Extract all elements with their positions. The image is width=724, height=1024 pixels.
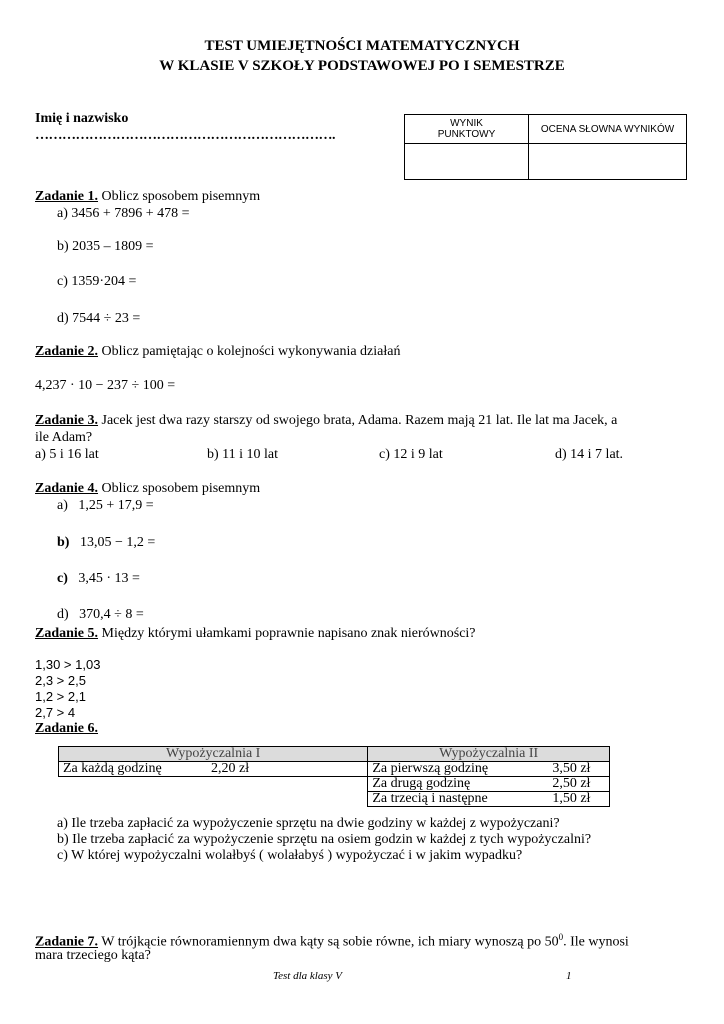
rental-left-label: Za każdą godzinę [59,762,208,777]
rental-left-price: 2,20 zł [207,762,368,777]
rental-right-label-2: Za drugą godzinę [368,777,549,792]
task1-item-b: b) 2035 – 1809 = [57,239,154,254]
task5-item-2: 2,3 > 2,5 [35,673,86,688]
page-number: 1 [566,970,572,982]
rental-empty-cell [59,777,368,792]
task3-answer-d: d) 14 i 7 lat. [555,447,624,462]
task6-question-a: a) Ile trzeba zapłacić za wypożyczenie sprzętu na dwie godziny w każdej z wypożyczani? [57,816,560,831]
task4-item-d: d) 370,4 ÷ 8 = [57,607,144,622]
rental-empty-cell [59,792,368,807]
rental-right-price-1: 3,50 zł [548,762,609,777]
task5-item-3: 1,2 > 2,1 [35,689,86,704]
name-dots[interactable]: …………………………………………………………. [35,128,335,143]
task6-question-b: b) Ile trzeba zapłacić za wypożyczenie sprzętu na osiem godzin w każdej z tych wypożyczalni? [57,832,592,847]
title-line-1: TEST UMIEJĘTNOŚCI MATEMATYCZNYCH [204,38,520,54]
rental-right-label-3: Za trzecią i następne [368,792,549,807]
task4-item-a: a) 1,25 + 17,9 = [57,498,154,513]
task5-heading: Zadanie 5. Między którymi ułamkami poprawnie napisano znak nierówności? [35,626,476,641]
task1-item-d: d) 7544 ÷ 23 = [57,311,141,326]
task5-item-1: 1,30 > 1,03 [35,657,101,672]
score-points-cell[interactable] [405,144,529,180]
task6-question-c: c) W której wypożyczalni wolałbyś ( wolałabyś ) wypożyczać i w jakim wypadku? [57,848,523,863]
rental-header-left: Wypożyczalnia I [59,747,368,762]
task3-answer-b: b) 11 i 10 lat [207,447,279,462]
task6-heading: Zadanie 6. [35,721,99,736]
score-grade-cell[interactable] [529,144,687,180]
task2-expression: 4,237 · 10 − 237 ÷ 100 = [35,378,176,393]
rental-header-right: Wypożyczalnia II [368,747,610,762]
task7-text-line2: mara trzeciego kąta? [35,948,151,963]
rental-right-price-2: 2,50 zł [548,777,609,792]
task1-heading: Zadanie 1. Oblicz sposobem pisemnym [35,189,261,204]
task4-heading: Zadanie 4. Oblicz sposobem pisemnym [35,481,261,496]
task1-item-a: a) 3456 + 7896 + 478 = [57,206,190,221]
name-label: Imię i nazwisko [35,111,129,126]
task3-heading: Zadanie 3. Jacek jest dwa razy starszy od swojego brata, Adama. Razem mają 21 lat. Ile lat ma Jacek, a [35,413,618,428]
task4-item-c: c) 3,45 · 13 = [57,571,140,586]
rental-right-price-3: 1,50 zł [548,792,609,807]
footer-text: Test dla klasy V [273,970,342,982]
task7-heading: Zadanie 7. W trójkącie równoramiennym dwa kąty są sobie równe, ich miary wynoszą po $50^0$. Ile wynosi [35,932,629,950]
task3-answer-c: c) 12 i 9 lat [379,447,443,462]
task2-heading: Zadanie 2. Oblicz pamiętając o kolejności wykonywania działań [35,344,401,359]
task3-text-line2: ile Adam? [35,430,93,445]
score-header-points: WYNIK PUNKTOWY [405,115,529,144]
score-table [404,114,687,180]
task5-item-4: 2,7 > 4 [35,705,76,720]
task4-item-b: b) 13,05 − 1,2 = [57,535,156,550]
task1-item-c: c) 1359·204 = [57,274,137,289]
rental-right-label-1: Za pierwszą godzinę [368,762,549,777]
rental-table [58,746,610,807]
title-line-2: W KLASIE V SZKOŁY PODSTAWOWEJ PO I SEMESTRZE [159,58,565,74]
task3-answer-a: a) 5 i 16 lat [35,447,99,462]
score-header-grade: OCENA SŁOWNA WYNIKÓW [529,115,687,144]
